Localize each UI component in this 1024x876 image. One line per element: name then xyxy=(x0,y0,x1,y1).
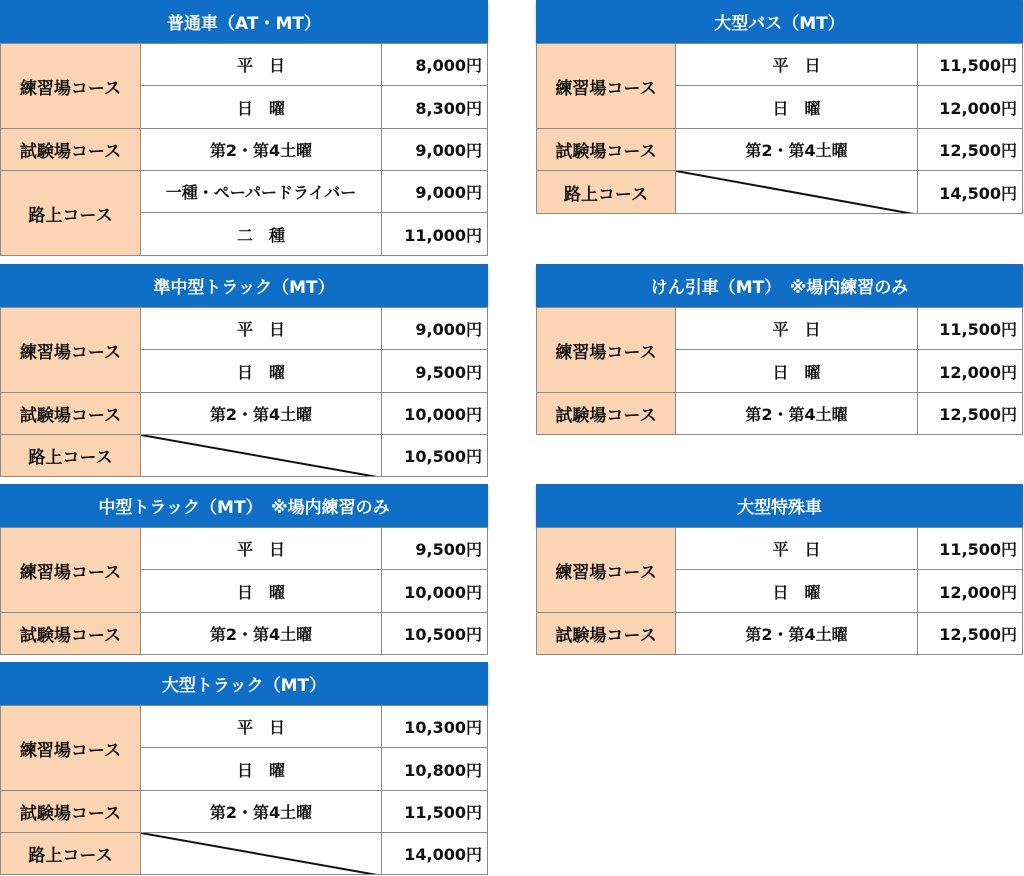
category-cell: 試験場コース xyxy=(536,392,676,435)
condition-cell: 日 曜 xyxy=(140,569,382,613)
condition-cell: 第2・第4土曜 xyxy=(140,392,382,435)
table-title: 中型トラック（MT） ※場内練習のみ xyxy=(0,484,488,527)
price-cell: 10,800円 xyxy=(381,747,488,791)
price-table-chugata xyxy=(0,484,488,655)
category-cell: 試験場コース xyxy=(0,128,141,171)
condition-cell: 平 日 xyxy=(140,307,382,350)
price-cell: 14,500円 xyxy=(917,170,1023,214)
price-cell: 11,500円 xyxy=(381,790,488,833)
table-title: 準中型トラック（MT） xyxy=(0,264,488,307)
category-cell: 練習場コース xyxy=(0,307,141,393)
condition-cell: 日 曜 xyxy=(140,747,382,791)
category-cell: 試験場コース xyxy=(0,612,141,655)
condition-cell: 日 曜 xyxy=(140,349,382,393)
condition-cell: 日 曜 xyxy=(140,85,382,129)
price-cell: 10,000円 xyxy=(381,392,488,435)
condition-cell: 日 曜 xyxy=(675,569,918,613)
diagonal-line xyxy=(141,833,382,875)
category-cell: 路上コース xyxy=(536,170,676,214)
category-cell: 練習場コース xyxy=(0,705,141,791)
category-cell: 練習場コース xyxy=(536,43,676,129)
diagonal-line xyxy=(141,435,382,477)
price-cell: 10,500円 xyxy=(381,434,488,477)
price-cell: 12,500円 xyxy=(917,392,1023,435)
price-cell: 12,500円 xyxy=(917,128,1023,171)
condition-cell: 二 種 xyxy=(140,212,382,256)
price-cell: 11,000円 xyxy=(381,212,488,256)
price-cell: 9,000円 xyxy=(381,128,488,171)
condition-cell: 一種・ペーパードライバー xyxy=(140,170,382,213)
category-cell: 練習場コース xyxy=(0,43,141,129)
table-title: けん引車（MT） ※場内練習のみ xyxy=(536,264,1023,307)
price-cell: 9,000円 xyxy=(381,170,488,213)
category-cell: 試験場コース xyxy=(536,612,676,655)
condition-cell: 日 曜 xyxy=(675,349,918,393)
category-cell: 試験場コース xyxy=(0,392,141,435)
price-cell: 12,500円 xyxy=(917,612,1023,655)
category-cell: 試験場コース xyxy=(0,790,141,833)
table-title: 大型トラック（MT） xyxy=(0,662,488,705)
empty-diagonal-cell xyxy=(675,170,918,214)
price-cell: 12,000円 xyxy=(917,569,1023,613)
category-cell: 路上コース xyxy=(0,832,141,875)
category-cell: 練習場コース xyxy=(536,307,676,393)
price-table-junchugata xyxy=(0,264,488,478)
condition-cell: 平 日 xyxy=(140,527,382,570)
category-cell: 練習場コース xyxy=(536,527,676,613)
condition-cell: 平 日 xyxy=(675,43,918,86)
price-cell: 8,000円 xyxy=(381,43,488,86)
category-cell: 路上コース xyxy=(0,434,141,477)
price-table-ogata-truck xyxy=(0,662,488,875)
empty-diagonal-cell xyxy=(140,832,382,875)
condition-cell: 第2・第4土曜 xyxy=(140,790,382,833)
table-title: 大型特殊車 xyxy=(536,484,1023,527)
condition-cell: 第2・第4土曜 xyxy=(140,612,382,655)
condition-cell: 第2・第4土曜 xyxy=(675,392,918,435)
price-table-kenin xyxy=(536,264,1023,435)
condition-cell: 平 日 xyxy=(140,43,382,86)
price-table-ogata-tokushu xyxy=(536,484,1023,655)
condition-cell: 日 曜 xyxy=(675,85,918,129)
price-cell: 11,500円 xyxy=(917,43,1023,86)
price-cell: 10,300円 xyxy=(381,705,488,748)
category-cell: 試験場コース xyxy=(536,128,676,171)
table-title: 普通車（AT・MT） xyxy=(0,0,488,43)
price-cell: 14,000円 xyxy=(381,832,488,875)
price-cell: 12,000円 xyxy=(917,349,1023,393)
price-cell: 9,500円 xyxy=(381,349,488,393)
price-cell: 12,000円 xyxy=(917,85,1023,129)
condition-cell: 第2・第4土曜 xyxy=(675,128,918,171)
price-cell: 10,500円 xyxy=(381,612,488,655)
condition-cell: 平 日 xyxy=(675,527,918,570)
table-title: 大型バス（MT） xyxy=(536,0,1023,43)
category-cell: 路上コース xyxy=(0,170,141,256)
price-table-futsu xyxy=(0,0,488,256)
condition-cell: 第2・第4土曜 xyxy=(675,612,918,655)
price-cell: 8,300円 xyxy=(381,85,488,129)
condition-cell: 第2・第4土曜 xyxy=(140,128,382,171)
price-cell: 9,000円 xyxy=(381,307,488,350)
condition-cell: 平 日 xyxy=(675,307,918,350)
price-cell: 11,500円 xyxy=(917,307,1023,350)
diagonal-line xyxy=(676,171,918,214)
price-cell: 11,500円 xyxy=(917,527,1023,570)
category-cell: 練習場コース xyxy=(0,527,141,613)
condition-cell: 平 日 xyxy=(140,705,382,748)
price-cell: 10,000円 xyxy=(381,569,488,613)
price-table-ogata-bus xyxy=(536,0,1023,214)
empty-diagonal-cell xyxy=(140,434,382,477)
price-cell: 9,500円 xyxy=(381,527,488,570)
